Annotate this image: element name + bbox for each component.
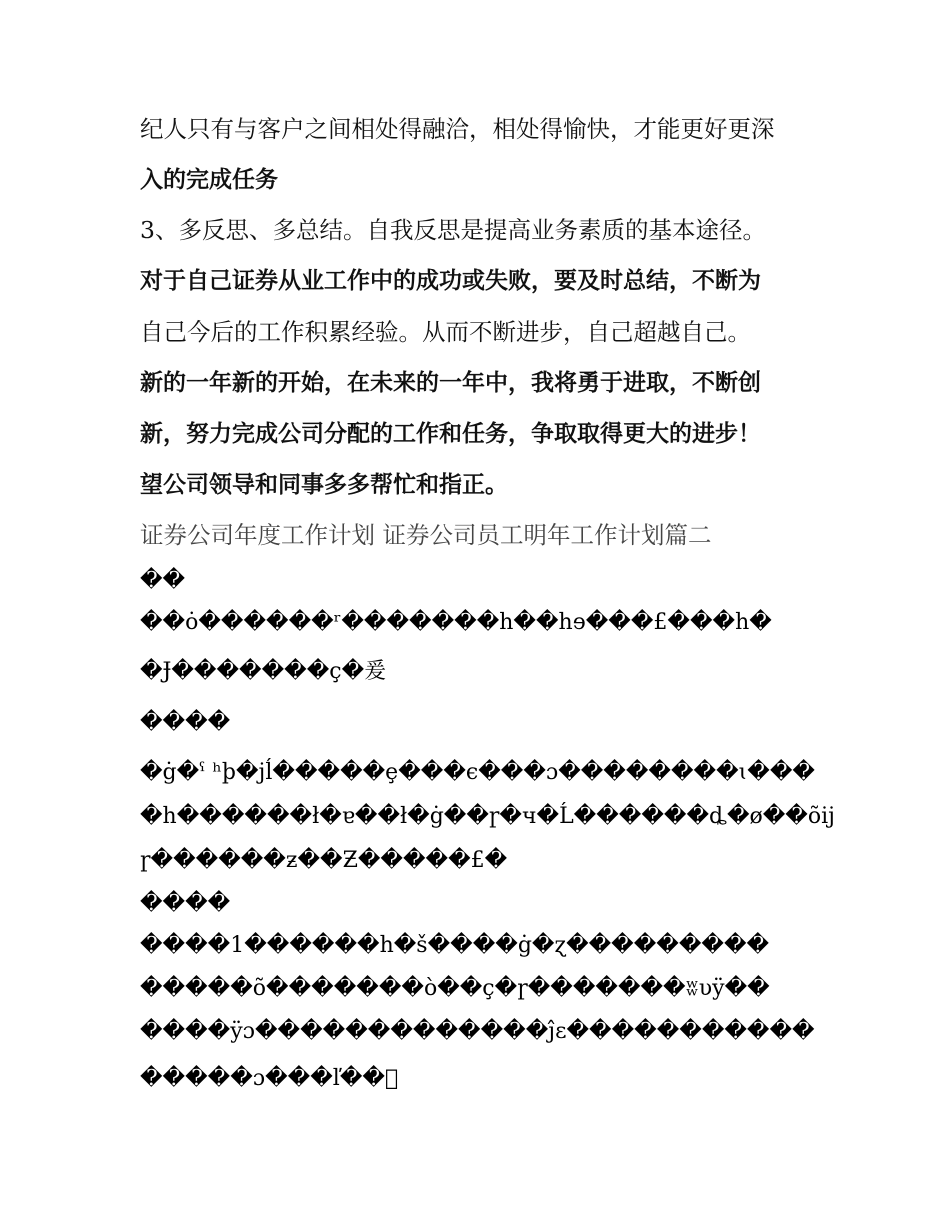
paragraph-line: 望公司领导和同事多多帮忙和指正。 <box>140 472 508 498</box>
paragraph-line: 新的一年新的开始，在未来的一年中，我将勇于进取，不断创 <box>140 370 761 396</box>
garbled-line: �� <box>140 568 186 593</box>
garbled-line: �ġ�ˤ ʰþ�jĺ�����ȩ���є���ɔ��������ɩ��� <box>140 760 815 785</box>
paragraph-line: 入的完成任务 <box>140 167 278 193</box>
garbled-line: ����1������h�š����ġ�ɀ��������� <box>140 933 770 958</box>
garbled-line: �Ɉ�������ç�爰 <box>140 659 387 684</box>
garbled-line: ���� <box>140 710 231 735</box>
garbled-line: �����ɔ���ľ��󹪊 <box>140 1066 399 1091</box>
garbled-line: ����ÿɔ�������������ĵɛ����������� <box>140 1019 815 1044</box>
paragraph-line: 对于自己证券从业工作中的成功或失败，要及时总结，不断为 <box>140 268 761 294</box>
garbled-line: �h������ł�ɐ��ł�ġ��ɼ�ч�Ĺ������ȡ�ø��õij <box>140 804 835 829</box>
paragraph-line: 自己今后的工作积累经验。从而不断进步，自己超越自己。 <box>140 318 751 346</box>
garbled-line: ɼ������ƶ��Ƶ�����£� <box>140 848 508 873</box>
garbled-line: ��ȯ������ʳ�������h��hɘ���£���h� <box>140 610 772 635</box>
section-title: 证券公司年度工作计划 证券公司员工明年工作计划篇二 <box>140 521 712 549</box>
garbled-line: ���� <box>140 891 231 916</box>
garbled-line: �����õ�������ò��ç�ɼ�������ʬυÿ�� <box>140 976 770 1001</box>
paragraph-line: 新，努力完成公司分配的工作和任务，争取取得更大的进步！ <box>140 421 761 447</box>
paragraph-line: 3、多反思、多总结。自我反思是提高业务素质的基本途径。 <box>140 216 766 244</box>
paragraph-line: 纪人只有与客户之间相处得融洽，相处得愉快，才能更好更深 <box>140 115 775 143</box>
